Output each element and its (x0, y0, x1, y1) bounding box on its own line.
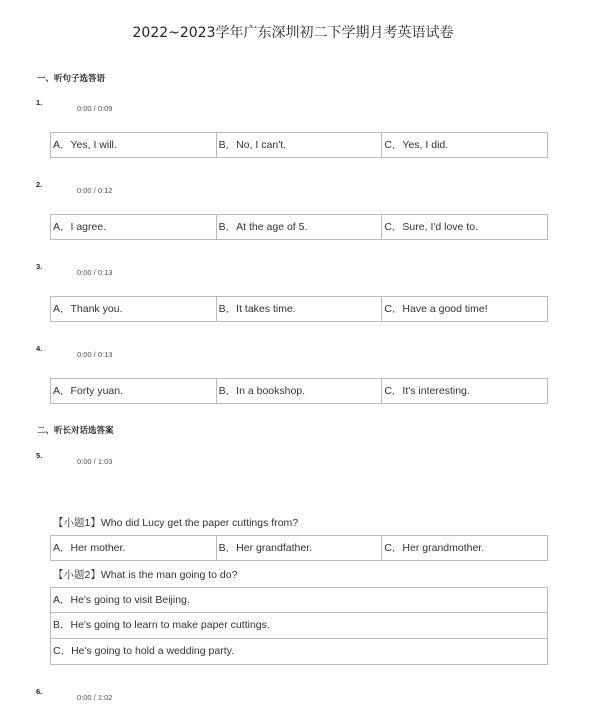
options-row-4 (50, 378, 548, 404)
question-number-2: 2. (36, 180, 43, 189)
audio-player-2[interactable]: 0:00 / 0:12 (77, 186, 113, 195)
option-a[interactable]: A．Her mother. (51, 536, 217, 560)
options-row-1 (50, 132, 548, 158)
option-b[interactable]: B．No, I can't. (217, 133, 383, 157)
question-number-1: 1. (36, 98, 43, 107)
subquestion-options-row-1 (50, 535, 548, 561)
option-a[interactable]: A．Thank you. (51, 297, 217, 321)
audio-player-5[interactable]: 0:00 / 1:03 (77, 457, 113, 466)
audio-player-4[interactable]: 0:00 / 0:13 (77, 350, 113, 359)
subquestion-prompt-2: 【小题2】What is the man going to do? (53, 569, 238, 581)
option-b[interactable]: B．Her grandfather. (217, 536, 383, 560)
option-c[interactable]: C．Yes, I did. (384, 139, 449, 151)
question-number-3: 3. (36, 262, 43, 271)
audio-player-6[interactable]: 0:00 / 1:02 (77, 693, 113, 702)
option-b[interactable]: B．He's going to learn to make paper cuttings. (50, 613, 548, 639)
section-heading-2: 二、听长对话选答案 (37, 426, 114, 436)
option-c[interactable]: C．Sure, I'd love to. (384, 221, 478, 233)
question-number-4: 4. (36, 344, 43, 353)
option-c[interactable]: C．Have a good time! (384, 303, 488, 315)
section-heading-1: 一、听句子选答语 (37, 74, 106, 84)
option-a[interactable]: A．I agree. (51, 215, 217, 239)
audio-player-1[interactable]: 0:00 / 0:09 (77, 104, 113, 113)
options-row-3 (50, 296, 548, 322)
option-c[interactable]: C．Her grandmother. (384, 542, 485, 554)
option-c[interactable]: C．It's interesting. (384, 385, 470, 397)
option-b[interactable]: B．It takes time. (217, 297, 383, 321)
question-number-6: 6. (36, 687, 43, 696)
audio-player-3[interactable]: 0:00 / 0:13 (77, 268, 113, 277)
option-b[interactable]: B．At the age of 5. (217, 215, 383, 239)
subquestion-prompt-1: 【小题1】Who did Lucy get the paper cuttings from? (53, 517, 299, 529)
question-number-5: 5. (36, 451, 43, 460)
option-b[interactable]: B．In a bookshop. (217, 379, 383, 403)
option-a[interactable]: A．Forty yuan. (51, 379, 217, 403)
option-a[interactable]: A．He's going to visit Beijing. (50, 587, 548, 613)
options-row-2 (50, 214, 548, 240)
option-a[interactable]: A．Yes, I will. (51, 133, 217, 157)
page-title: 2022~2023学年广东深圳初二下学期月考英语试卷 (132, 25, 454, 41)
option-c[interactable]: C．He's going to hold a wedding party. (50, 639, 548, 665)
